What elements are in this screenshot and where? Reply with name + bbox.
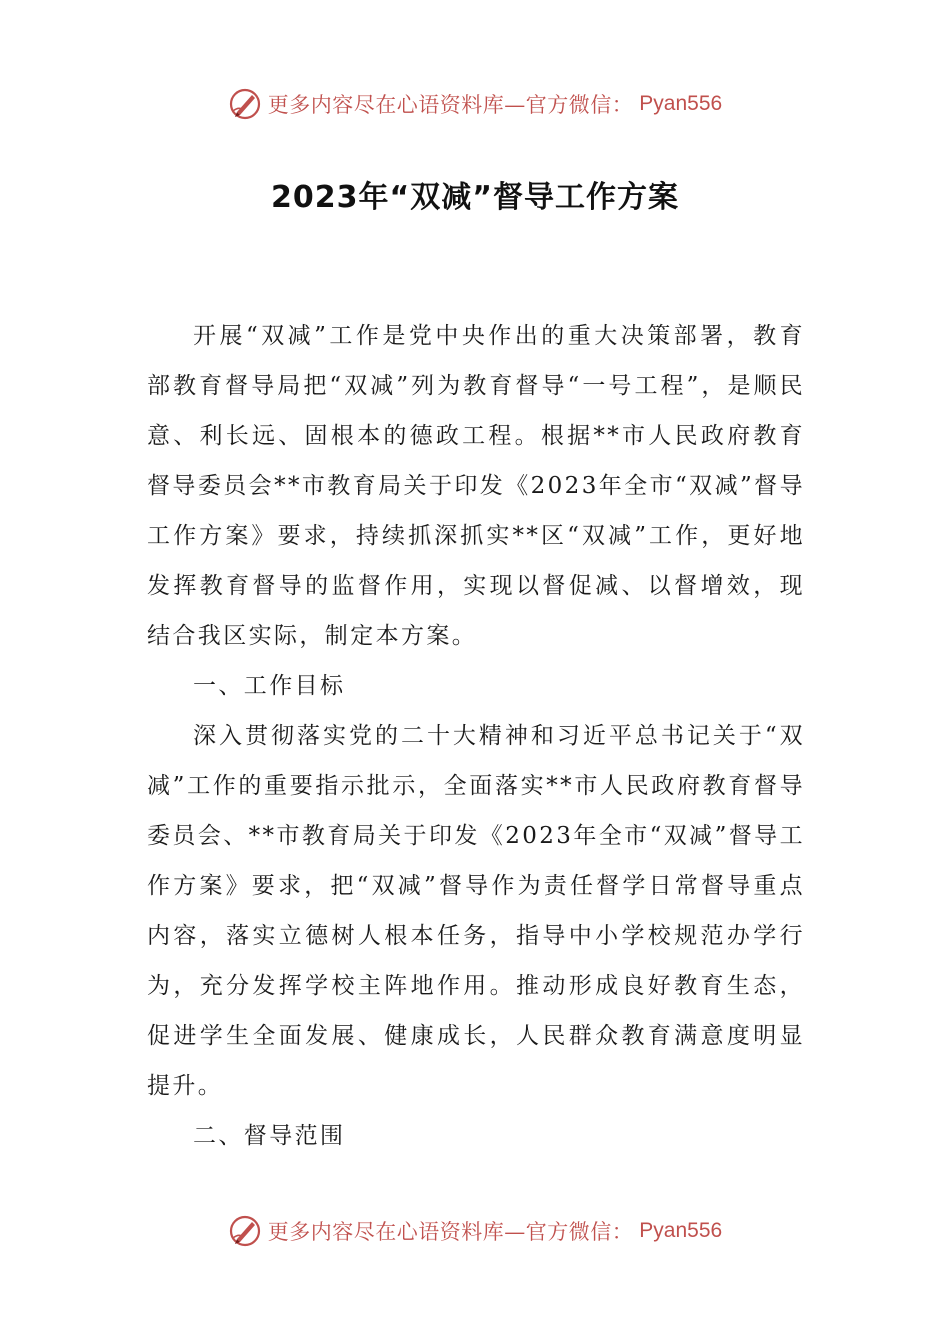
section-heading-goals: 一、工作目标 (193, 673, 346, 699)
watermark-wechat-id: Pyan556 (639, 1219, 723, 1242)
watermark-text: 更多内容尽在心语资料库—官方微信： (267, 1220, 634, 1244)
section-heading-scope: 二、督导范围 (193, 1123, 346, 1149)
header-watermark (0, 84, 950, 124)
footer-watermark (0, 1211, 950, 1251)
watermark-text: 更多内容尽在心语资料库—官方微信： (267, 93, 634, 117)
watermark-wechat-id: Pyan556 (639, 92, 723, 115)
goals-paragraph: 深入贯彻落实党的二十大精神和习近平总书记关于“双减”工作的重要指示批示，全面落实**市人民政府教育督导委员会、**市教育局关于印发《2023年全市“双减”督导工作方案》要求，把“双减”督导作为责任督学日常督导重点内容，落实立德树人根本任务，指导中小学校规范办学行为，充分发挥学校主阵地作用。推动形成良好教育生态，促进学生全面发展、健康成长，人民群众教育满意度明显提升。 (147, 723, 805, 1099)
pen-logo-icon (228, 1214, 262, 1248)
document-body (147, 311, 805, 1161)
intro-paragraph: 开展“双减”工作是党中央作出的重大决策部署，教育部教育督导局把“双减”列为教育督导“一号工程”，是顺民意、利长远、固根本的德政工程。根据**市人民政府教育督导委员会**市教育局关于印发《2023年全市“双减”督导工作方案》要求，持续抓深抓实**区“双减”工作，更好地发挥教育督导的监督作用，实现以督促减、以督增效，现结合我区实际，制定本方案。 (147, 323, 805, 649)
pen-logo-icon (228, 87, 262, 121)
document-title: 2023年“双减”督导工作方案 (271, 180, 679, 215)
